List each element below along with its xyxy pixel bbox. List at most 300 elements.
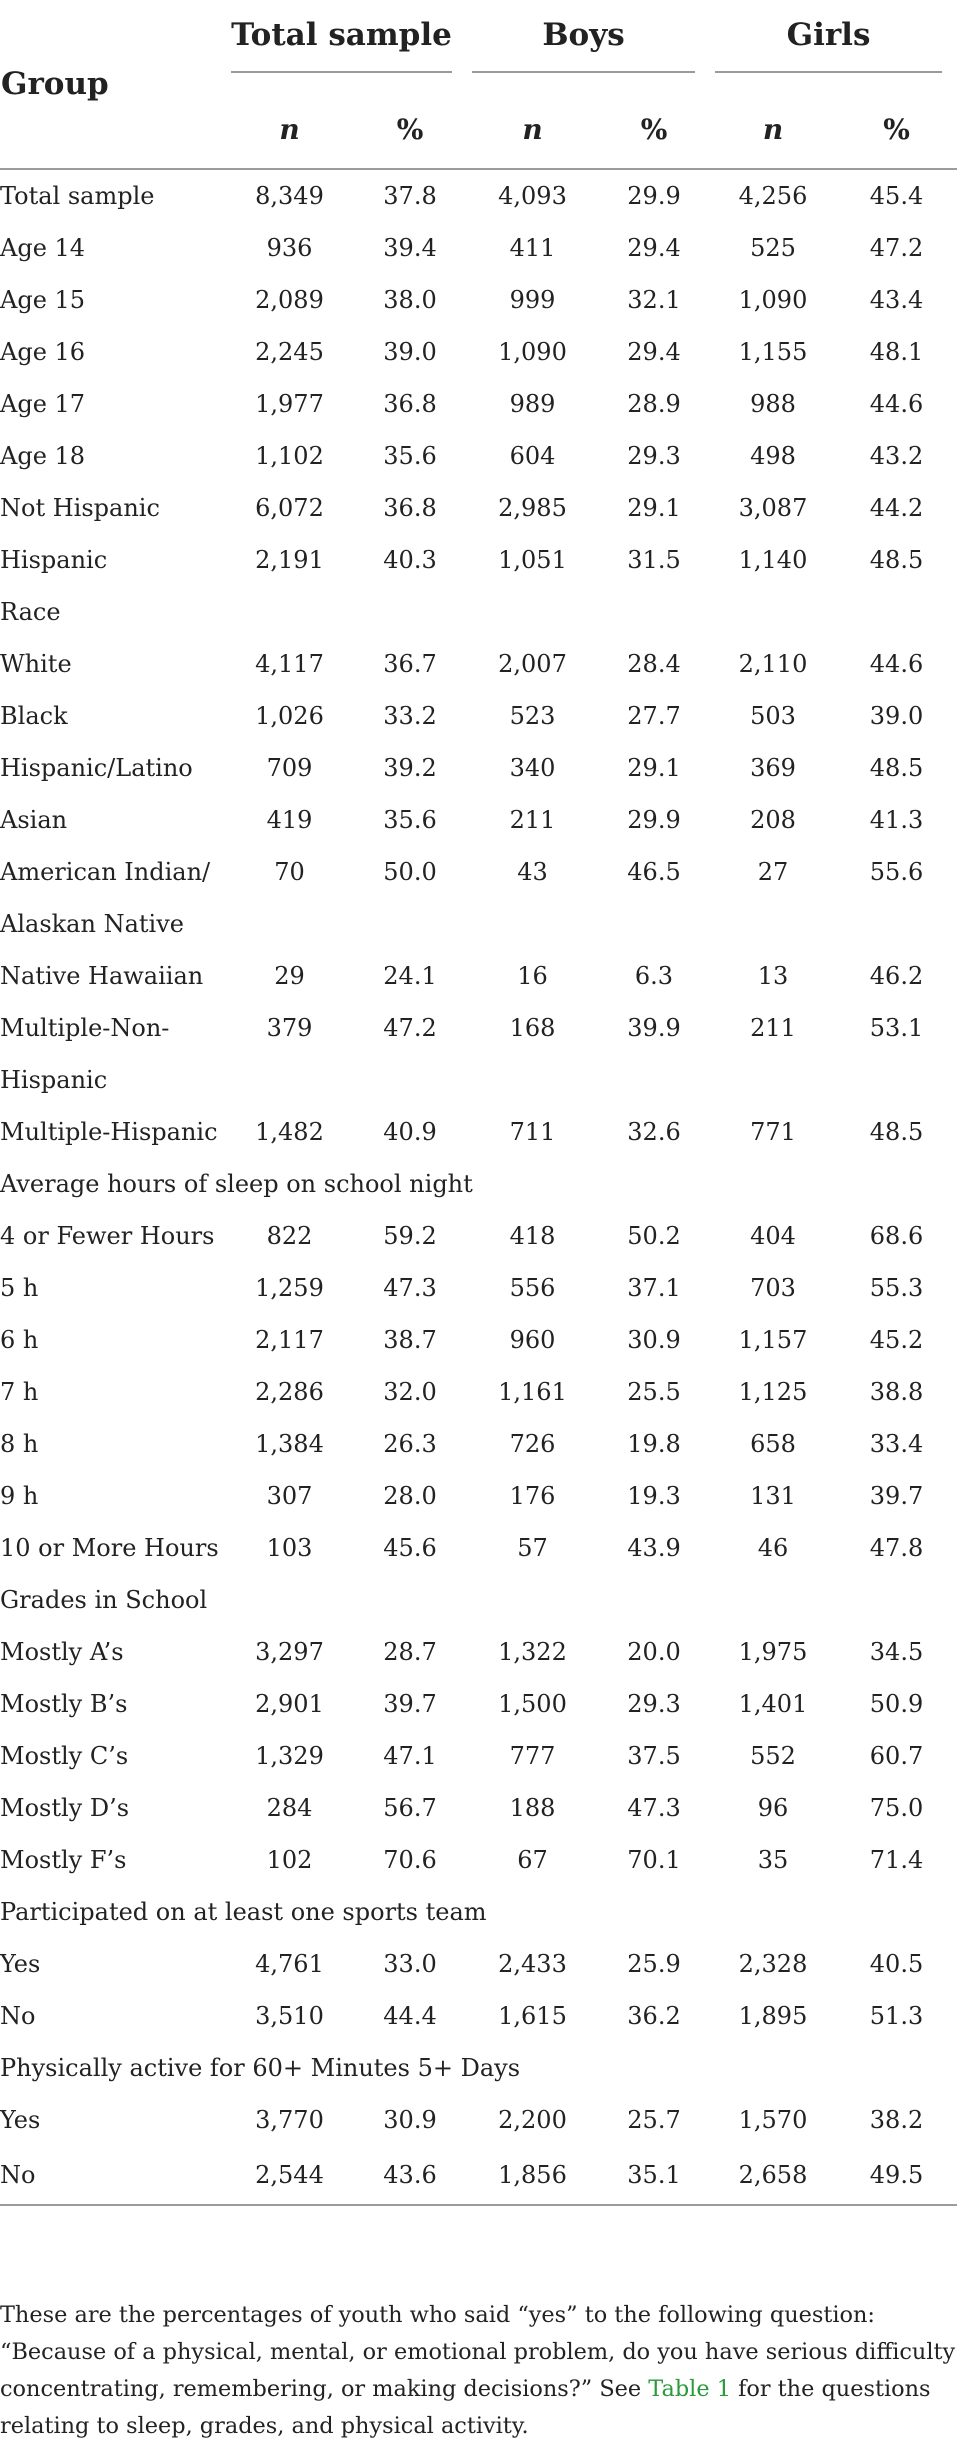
table-cell: 41.3 <box>869 806 924 834</box>
row-label: Grades in School <box>0 1586 208 1614</box>
table-cell <box>836 1158 957 1210</box>
table-cell: 47.2 <box>869 234 924 262</box>
table-cell: 999 <box>509 286 556 314</box>
row-label: 10 or More Hours <box>0 1534 219 1562</box>
row-label: Yes <box>0 1950 41 1978</box>
table-cell: 29.4 <box>627 234 681 262</box>
row-label: Participated on at least one sports team <box>0 1898 487 1926</box>
table-cell: 29.4 <box>627 338 681 366</box>
table-cell: 604 <box>509 442 556 470</box>
row-label: Alaskan Native <box>0 910 184 938</box>
table-cell: 552 <box>750 1742 796 1770</box>
girls-n-header: n <box>762 112 784 146</box>
table-cell: 26.3 <box>383 1430 437 1458</box>
table-row <box>0 794 957 846</box>
total-n-header: n <box>279 112 300 146</box>
table-cell: 44.6 <box>869 390 924 418</box>
table-row <box>0 1002 957 1054</box>
table-cell: 404 <box>750 1222 796 1250</box>
table-cell <box>353 1054 467 1106</box>
table-cell: 2,433 <box>498 1950 567 1978</box>
table-cell: 2,286 <box>255 1378 324 1406</box>
table-row <box>0 690 957 742</box>
table-cell: 131 <box>750 1482 796 1510</box>
table-cell <box>836 1886 957 1938</box>
table-cell: 4,117 <box>255 650 324 678</box>
table-cell: 960 <box>509 1326 556 1354</box>
table-cell <box>836 2042 957 2094</box>
table-row <box>0 1418 957 1470</box>
table-cell: 703 <box>750 1274 796 1302</box>
table-cell <box>226 898 353 950</box>
table-row <box>0 586 957 638</box>
table-cell: 28.0 <box>383 1482 437 1510</box>
total-pct-header: % <box>396 112 424 146</box>
table-cell: 19.8 <box>627 1430 681 1458</box>
table-cell: 16 <box>517 962 548 990</box>
row-label: Multiple-Hispanic <box>0 1118 218 1146</box>
table-cell: 29.9 <box>627 806 681 834</box>
table-cell <box>598 1158 710 1210</box>
table-cell: 1,259 <box>255 1274 324 1302</box>
table-cell: 307 <box>266 1482 313 1510</box>
table-cell: 35.1 <box>598 2146 710 2205</box>
table-cell <box>710 1158 836 1210</box>
table-cell: 1,895 <box>738 2002 808 2030</box>
table-cell: 75.0 <box>869 1794 924 1822</box>
table-row <box>0 1210 957 1262</box>
table-cell <box>710 1054 836 1106</box>
table-cell: 2,200 <box>498 2106 567 2134</box>
table-cell: 47.1 <box>383 1742 437 1770</box>
row-label: Not Hispanic <box>0 494 160 522</box>
table-cell: 28.7 <box>383 1638 437 1666</box>
table-cell: 369 <box>750 754 796 782</box>
table-cell: 70.6 <box>383 1846 437 1874</box>
table-cell: 936 <box>266 234 313 262</box>
table-cell: 822 <box>266 1222 313 1250</box>
table-cell: 988 <box>750 390 796 418</box>
table-row <box>0 482 957 534</box>
table-cell: 39.7 <box>869 1482 924 1510</box>
table-1-link[interactable]: Table 1 <box>648 2376 731 2403</box>
table-cell <box>710 1886 836 1938</box>
table-cell: 1,140 <box>738 546 808 574</box>
girls-header <box>710 0 957 90</box>
table-cell: 1,125 <box>738 1378 808 1406</box>
table-cell: 30.9 <box>627 1326 681 1354</box>
table-cell: 38.2 <box>869 2106 924 2134</box>
table-cell: 419 <box>266 806 313 834</box>
table-cell: 39.7 <box>383 1690 437 1718</box>
footnote-text-start: These are the percentages of youth who said “yes” to the following question: “Because of a physical, mental, or emotional problem, do you have serious difficulty concentrating, remembering, or making decisions?” See <box>0 2302 956 2403</box>
table-cell: 36.2 <box>627 2002 681 2030</box>
table-cell: 8,349 <box>255 182 324 210</box>
table-footnote <box>0 2297 957 2445</box>
row-label: Average hours of sleep on school night <box>0 1170 473 1198</box>
table-cell: 50.9 <box>869 1690 924 1718</box>
table-cell: 2,089 <box>255 286 324 314</box>
footnote-text-end: for the questions relating to sleep, grades, and physical activity. <box>0 2376 931 2440</box>
table-cell: 37.5 <box>627 1742 681 1770</box>
row-label: Hispanic/Latino <box>0 754 193 782</box>
table-cell: 1,157 <box>738 1326 808 1354</box>
table-cell: 35.6 <box>383 442 437 470</box>
table-cell: 39.2 <box>383 754 437 782</box>
table-cell <box>353 898 467 950</box>
table-row <box>0 1262 957 1314</box>
table-cell: 39.9 <box>627 1014 681 1042</box>
row-label: 4 or Fewer Hours <box>0 1222 215 1250</box>
row-label: Race <box>0 598 61 626</box>
table-cell: 6,072 <box>255 494 324 522</box>
table-cell: 36.7 <box>383 650 437 678</box>
row-label: 5 h <box>0 1274 39 1302</box>
table-cell: 1,026 <box>255 702 324 730</box>
table-cell <box>836 1054 957 1106</box>
table-cell: 2,117 <box>255 1326 324 1354</box>
table-row <box>0 1158 957 1210</box>
table-cell: 59.2 <box>383 1222 437 1250</box>
table-row <box>0 1834 957 1886</box>
row-label: Hispanic <box>0 1066 108 1094</box>
total-sample-header <box>226 0 467 90</box>
table-cell: 48.5 <box>869 546 924 574</box>
table-cell <box>467 1574 598 1626</box>
row-label: 6 h <box>0 1326 39 1354</box>
table-cell: 32.0 <box>383 1378 437 1406</box>
table-cell <box>467 586 598 638</box>
row-label: Mostly A’s <box>0 1638 124 1666</box>
table-cell: 29.3 <box>627 442 681 470</box>
table-cell: 3,297 <box>255 1638 324 1666</box>
table-cell: 29.1 <box>627 754 681 782</box>
table-row <box>0 1574 957 1626</box>
row-label: No <box>0 2146 226 2205</box>
row-label: Age 14 <box>0 234 86 262</box>
table-row <box>0 2042 957 2094</box>
table-cell: 4,093 <box>498 182 567 210</box>
table-cell: 32.6 <box>627 1118 681 1146</box>
table-cell: 37.8 <box>383 182 437 210</box>
row-label: Total sample <box>0 182 155 210</box>
table-cell: 70 <box>274 858 305 886</box>
table-cell: 48.5 <box>869 1118 924 1146</box>
table-cell: 2,901 <box>255 1690 324 1718</box>
table-cell: 25.7 <box>627 2106 681 2134</box>
table-cell: 525 <box>750 234 796 262</box>
row-label: Physically active for 60+ Minutes 5+ Days <box>0 2054 521 2082</box>
table-cell <box>598 586 710 638</box>
table-cell: 1,615 <box>498 2002 567 2030</box>
table-row <box>0 1678 957 1730</box>
table-cell: 40.5 <box>869 1950 924 1978</box>
table-row <box>0 950 957 1002</box>
row-label: No <box>0 2002 36 2030</box>
table-cell: 27 <box>757 858 789 886</box>
boys-pct-header: % <box>640 112 668 146</box>
table-cell: 1,975 <box>738 1638 808 1666</box>
table-cell: 498 <box>750 442 796 470</box>
table-cell: 3,770 <box>255 2106 324 2134</box>
table-row <box>0 1522 957 1574</box>
table-cell: 46 <box>757 1534 789 1562</box>
table-cell: 771 <box>750 1118 796 1146</box>
table-cell: 50.0 <box>383 858 437 886</box>
table-cell <box>710 898 836 950</box>
table-row <box>0 169 957 222</box>
row-label: Age 16 <box>0 338 86 366</box>
table-cell: 44.6 <box>869 650 924 678</box>
table-cell: 168 <box>509 1014 556 1042</box>
table-cell: 33.0 <box>383 1950 437 1978</box>
table-row <box>0 1106 957 1158</box>
group-column-header: Group <box>1 66 109 102</box>
table-row <box>0 742 957 794</box>
table-cell <box>836 586 957 638</box>
total-sample-header-label: Total sample <box>231 17 452 73</box>
table-cell: 208 <box>750 806 796 834</box>
table-cell: 43.6 <box>353 2146 467 2205</box>
table-cell: 989 <box>509 390 556 418</box>
table-cell: 2,245 <box>255 338 324 366</box>
table-cell <box>598 1054 710 1106</box>
table-cell: 51.3 <box>869 2002 924 2030</box>
table-cell: 43.4 <box>869 286 924 314</box>
table-cell: 36.8 <box>383 390 437 418</box>
table-cell: 2,985 <box>498 494 567 522</box>
table-cell <box>598 1886 710 1938</box>
table-cell: 4,256 <box>738 182 808 210</box>
table-cell: 2,658 <box>710 2146 836 2205</box>
table-cell: 34.5 <box>869 1638 924 1666</box>
row-label: 8 h <box>0 1430 39 1458</box>
table-cell: 47.2 <box>383 1014 437 1042</box>
table-cell: 55.3 <box>869 1274 924 1302</box>
table-cell: 33.4 <box>869 1430 924 1458</box>
table-cell: 1,161 <box>498 1378 567 1406</box>
table-cell: 1,051 <box>498 546 567 574</box>
table-cell: 49.5 <box>836 2146 957 2205</box>
table-cell: 1,482 <box>255 1118 324 1146</box>
table-cell: 25.9 <box>627 1950 681 1978</box>
row-label: Yes <box>0 2106 41 2134</box>
table-cell: 29.3 <box>627 1690 681 1718</box>
table-cell: 2,007 <box>498 650 567 678</box>
table-row <box>0 1314 957 1366</box>
table-cell: 711 <box>509 1118 556 1146</box>
table-row <box>0 2146 957 2205</box>
table-cell: 2,110 <box>738 650 808 678</box>
row-label: Hispanic <box>0 546 108 574</box>
table-cell: 2,328 <box>738 1950 808 1978</box>
table-body <box>0 169 957 2205</box>
table-row <box>0 1366 957 1418</box>
table-row <box>0 534 957 586</box>
table-cell <box>836 1574 957 1626</box>
table-cell: 46.5 <box>627 858 681 886</box>
table-cell: 50.2 <box>627 1222 681 1250</box>
table-cell: 45.4 <box>869 182 924 210</box>
table-cell: 44.4 <box>383 2002 437 2030</box>
table-cell: 1,384 <box>255 1430 324 1458</box>
table-cell: 47.8 <box>869 1534 924 1562</box>
girls-pct-header: % <box>883 112 910 146</box>
table-row <box>0 430 957 482</box>
table-row <box>0 274 957 326</box>
table-cell: 53.1 <box>869 1014 924 1042</box>
table-cell <box>226 586 353 638</box>
table-cell <box>467 1054 598 1106</box>
table-cell: 43.2 <box>869 442 924 470</box>
table-cell: 1,102 <box>255 442 324 470</box>
table-cell: 3,510 <box>255 2002 324 2030</box>
table-cell: 38.7 <box>383 1326 437 1354</box>
table-row <box>0 846 957 898</box>
table-cell <box>836 898 957 950</box>
table-row <box>0 1054 957 1106</box>
girls-header-label: Girls <box>715 17 942 73</box>
table-cell: 35 <box>757 1846 789 1874</box>
table-cell: 35.6 <box>383 806 437 834</box>
table-cell: 1,090 <box>498 338 567 366</box>
table-cell: 1,856 <box>467 2146 598 2205</box>
table-cell: 658 <box>750 1430 796 1458</box>
row-label: Black <box>0 702 68 730</box>
table-cell: 24.1 <box>383 962 437 990</box>
table-cell: 13 <box>757 962 789 990</box>
table-row <box>0 326 957 378</box>
table-cell: 3,087 <box>738 494 808 522</box>
table-cell: 1,977 <box>255 390 324 418</box>
table-cell <box>226 1574 353 1626</box>
table-cell: 1,322 <box>498 1638 567 1666</box>
table-cell: 2,544 <box>226 2146 353 2205</box>
table-cell: 29.9 <box>627 182 681 210</box>
table-cell: 340 <box>509 754 556 782</box>
table-cell: 102 <box>266 1846 313 1874</box>
table-cell: 47.3 <box>627 1794 681 1822</box>
table-cell: 38.8 <box>869 1378 924 1406</box>
table-cell: 30.9 <box>383 2106 437 2134</box>
boys-header <box>467 0 710 90</box>
table-cell: 29.1 <box>627 494 681 522</box>
table-cell: 1,401 <box>738 1690 808 1718</box>
table-cell: 68.6 <box>869 1222 924 1250</box>
table-cell: 418 <box>509 1222 556 1250</box>
table-cell <box>467 898 598 950</box>
row-label: Asian <box>0 806 68 834</box>
row-label: Mostly D’s <box>0 1794 130 1822</box>
table-cell: 2,191 <box>255 546 324 574</box>
table-cell <box>353 1574 467 1626</box>
table-cell: 709 <box>266 754 313 782</box>
table-cell: 33.2 <box>383 702 437 730</box>
table-cell: 56.7 <box>383 1794 437 1822</box>
table-cell: 1,500 <box>498 1690 567 1718</box>
table-cell: 777 <box>509 1742 556 1770</box>
row-label: 9 h <box>0 1482 39 1510</box>
header-group-row <box>0 0 957 90</box>
table-row <box>0 1938 957 1990</box>
row-label: Age 17 <box>0 390 86 418</box>
table-row <box>0 222 957 274</box>
table-cell: 6.3 <box>634 962 674 990</box>
row-label: White <box>0 650 72 678</box>
table-cell: 211 <box>750 1014 796 1042</box>
table-cell: 60.7 <box>869 1742 924 1770</box>
table-cell: 29 <box>274 962 305 990</box>
table-cell: 19.3 <box>627 1482 681 1510</box>
table-cell: 176 <box>509 1482 556 1510</box>
table-cell: 70.1 <box>627 1846 681 1874</box>
table-cell: 284 <box>266 1794 313 1822</box>
table-row <box>0 378 957 430</box>
table-cell: 48.1 <box>869 338 924 366</box>
table-cell: 38.0 <box>383 286 437 314</box>
table-row <box>0 2094 957 2146</box>
table-cell: 57 <box>517 1534 548 1562</box>
table-cell <box>226 1054 353 1106</box>
table-cell: 96 <box>757 1794 789 1822</box>
table-cell: 31.5 <box>627 546 681 574</box>
table-cell <box>353 586 467 638</box>
table-cell: 55.6 <box>869 858 924 886</box>
row-label: 7 h <box>0 1378 39 1406</box>
table-cell: 1,329 <box>255 1742 324 1770</box>
table-cell: 32.1 <box>627 286 681 314</box>
table-row <box>0 638 957 690</box>
table-cell: 71.4 <box>869 1846 924 1874</box>
table-cell: 44.2 <box>869 494 924 522</box>
row-label: Mostly B’s <box>0 1690 128 1718</box>
table-cell: 556 <box>509 1274 556 1302</box>
table-row <box>0 898 957 950</box>
table-cell: 37.1 <box>627 1274 681 1302</box>
table-cell: 379 <box>266 1014 313 1042</box>
table-cell: 103 <box>266 1534 313 1562</box>
table-cell: 25.5 <box>627 1378 681 1406</box>
table-cell: 47.3 <box>383 1274 437 1302</box>
row-label: American Indian/ <box>0 858 211 886</box>
table-cell: 48.5 <box>869 754 924 782</box>
table-cell: 45.2 <box>869 1326 924 1354</box>
table-cell: 1,570 <box>738 2106 808 2134</box>
table-row <box>0 1990 957 2042</box>
row-label: Mostly F’s <box>0 1846 127 1874</box>
table-cell: 1,090 <box>738 286 808 314</box>
table-cell: 45.6 <box>383 1534 437 1562</box>
table-row <box>0 1886 957 1938</box>
table-row <box>0 1782 957 1834</box>
table-row <box>0 1626 957 1678</box>
table-cell: 4,761 <box>255 1950 324 1978</box>
table-cell: 411 <box>509 234 556 262</box>
table-cell: 40.9 <box>383 1118 437 1146</box>
table-cell: 46.2 <box>869 962 924 990</box>
row-label: Native Hawaiian <box>0 962 204 990</box>
table-cell <box>710 2042 836 2094</box>
table-cell: 28.9 <box>627 390 681 418</box>
row-label: Age 18 <box>0 442 86 470</box>
table-row <box>0 1730 957 1782</box>
table-cell: 40.3 <box>383 546 437 574</box>
table-cell: 43 <box>517 858 548 886</box>
table-cell: 67 <box>517 1846 548 1874</box>
table-cell: 20.0 <box>627 1638 681 1666</box>
table-cell: 36.8 <box>383 494 437 522</box>
table-cell: 39.4 <box>383 234 437 262</box>
